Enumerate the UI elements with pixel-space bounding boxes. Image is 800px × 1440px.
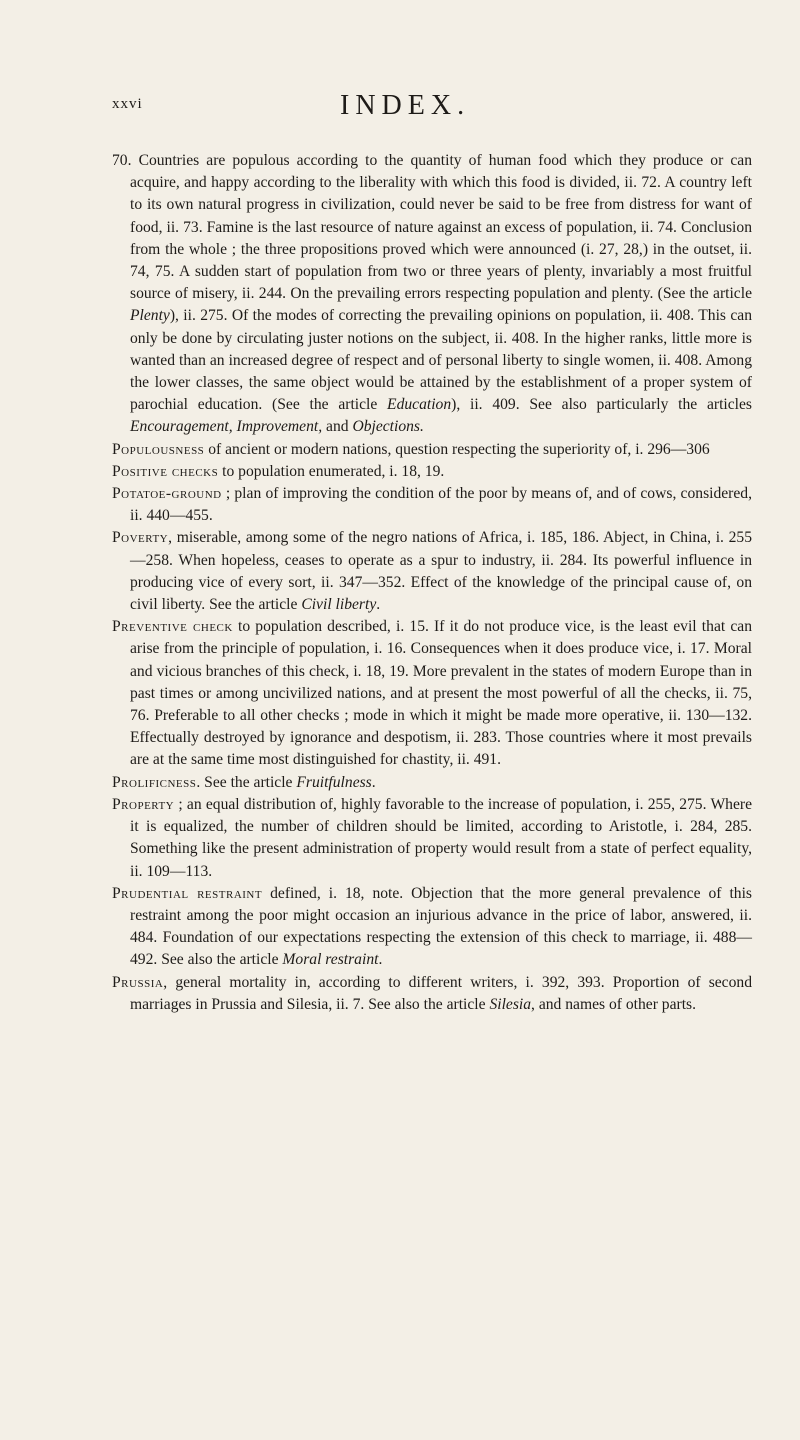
index-entry: Prudential restraint defined, i. 18, note. Objection that the more general prevalence of this restraint among the poor might occasion an injurious advance in the price of labor, answered, ii. 484. Foundation of our expectations respecting the extension of this check to marriage, ii. 488—492. See also the article Moral restraint. [112, 884, 752, 969]
entry-heading: Prussia [112, 973, 164, 991]
running-title: INDEX. [340, 90, 471, 121]
entry-heading: Prudential restraint [112, 884, 263, 902]
index-entry: Potatoe-ground ; plan of improving the condition of the poor by means of, and of cows, considered, ii. 440—455. [112, 485, 752, 525]
index-entry: 70. Countries are populous according to the quantity of human food which they produce or can acquire, and happy according to the liberality with which this food is divided, ii. 72. A country left to its own natural progress in civilization, could never be said to be free from distress for want of food, ii. 73. Famine is the last resource of nature against an excess of population, ii. 74. Conclusion from the whole ; the three propositions proved which were announced (i. 27, 28,) in the outset, ii. 74, 75. A sudden start of population from two or three years of plenty, invariably a most fruitful source of misery, ii. 244. On the prevailing errors respecting population and plenty. (See the article Plenty), ii. 275. Of the modes of correcting the prevailing opinions on population, ii. 408. This can only be done by circulating juster notions on the subject, ii. 408. In the higher ranks, little more is wanted than an increased degree of respect and of personal liberty to single women, ii. 408. Among the lower classes, the same object would be attained by the establishment of a proper system of parochial education. (See the article Education), ii. 409. See also particularly the articles Encouragement, Improvement, and Objections. [112, 152, 752, 436]
entry-heading: Preventive check [112, 618, 233, 636]
entry-heading: Poverty [112, 529, 169, 547]
index-entry: Prussia, general mortality in, according to different writers, i. 392, 393. Proportion of second marriages in Prussia and Silesia, ii. 7. See also the article Silesia, and names of other parts. [112, 973, 752, 1013]
entry-heading: Property [112, 795, 175, 813]
index-entry: Populousness of ancient or modern nations, question respecting the superiority of, i. 296—306 [112, 440, 710, 458]
index-entry: Property ; an equal distribution of, highly favorable to the increase of population, i. 255, 275. Where it is equalized, the number of children should be limited, according to Aristotle, i. 284, 285. Something like the present administration of property would result from a state of perfect equality, ii. 109—113. [112, 795, 752, 880]
index-entry: Positive checks to population enumerated, i. 18, 19. [112, 462, 445, 480]
entry-heading: Positive checks [112, 462, 219, 480]
entry-heading: Prolificness [112, 773, 197, 791]
index-entry: Preventive check to population described, i. 15. If it do not produce vice, is the least evil that can arise from the principle of population, i. 16. Consequences when it does produce vice, i. 17. Moral and vicious branches of this check, i. 18, 19. More prevalent in the states of modern Europe than in past times or among uncivilized nations, and at present the most powerful of all the checks, ii. 75, 76. Preferable to all other checks ; mode in which it might be made more operative, ii. 130—132. Effectually destroyed by ignorance and despotism, ii. 283. Those countries where it most prevails are at the same time most distinguished for chastity, ii. 491. [112, 618, 753, 769]
entry-heading: Populousness [112, 440, 205, 458]
index-entry: Poverty, miserable, among some of the negro nations of Africa, i. 185, 186. Abject, in China, i. 255—258. When hopeless, ceases to operate as a spur to industry, ii. 284. Its powerful influence in producing vice of every sort, ii. 347—352. Effect of the knowledge of the principal cause of, on civil liberty. See the article Civil liberty. [112, 529, 752, 614]
page-header [112, 90, 740, 124]
index-entries [112, 150, 752, 1016]
page-number: xxvi [112, 96, 143, 112]
index-entry: Prolificness. See the article Fruitfulness. [112, 773, 376, 791]
entry-heading: Potatoe-ground [112, 485, 222, 503]
